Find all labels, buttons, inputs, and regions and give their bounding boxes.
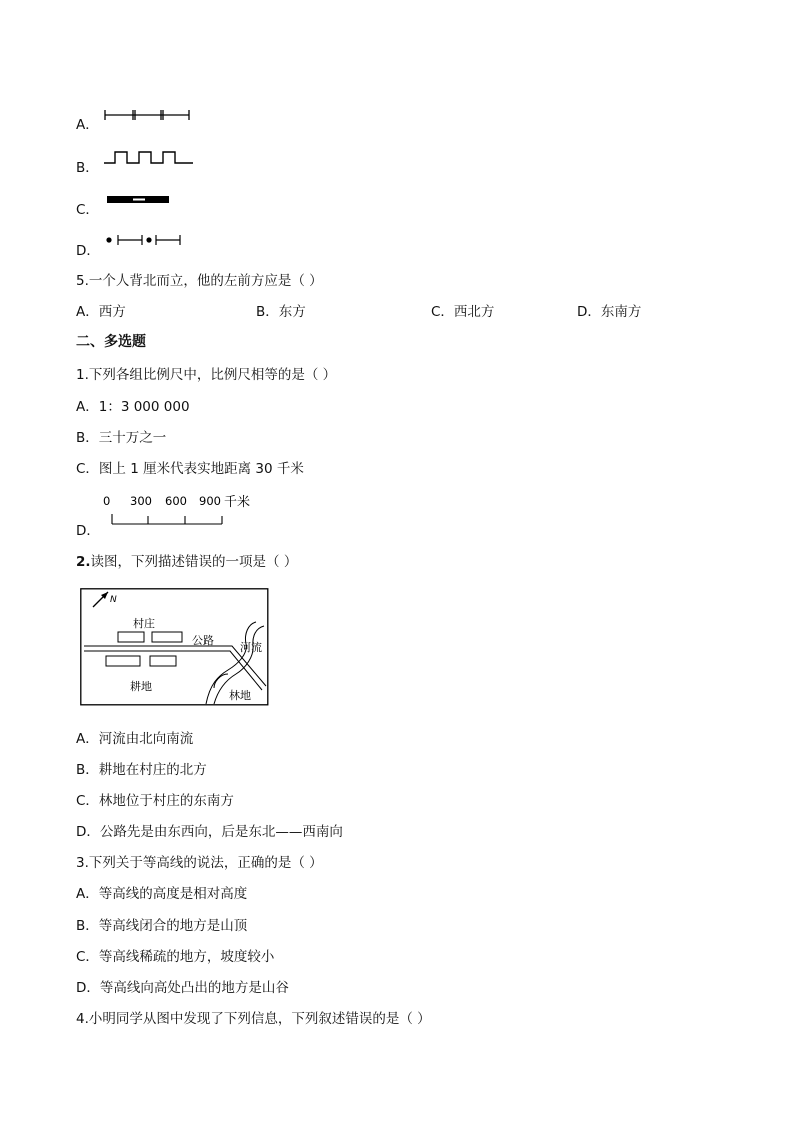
q4-option-a-label: A． [76, 117, 99, 133]
scale-label-unit: 千米 [224, 495, 251, 510]
m1-option-b[interactable]: B．三十万之一 [76, 430, 167, 446]
scale-bar-c-figure [106, 193, 172, 207]
m2-map-figure [80, 588, 270, 708]
m1-option-a[interactable]: A．1：3 000 000 [76, 399, 190, 415]
scale-bar-a-figure [104, 107, 194, 123]
m1-stem: 1.下列各组比例尺中，比例尺相等的是（ ） [76, 367, 337, 383]
scale-bar-d-figure [104, 231, 184, 249]
farmland-label: 耕地 [130, 680, 152, 693]
q4-option-d-label: D． [76, 243, 100, 259]
m3-stem: 3.下列关于等高线的说法，正确的是（ ） [76, 855, 323, 871]
river-label: 河流 [240, 641, 262, 654]
scale-bar-b-figure [103, 148, 195, 168]
scale-label-0: 0 [103, 494, 111, 508]
q5-stem: 5.一个人背北而立，他的左前方应是（ ） [76, 273, 323, 289]
m2-stem: 2.读图，下列描述错误的一项是（ ） [76, 554, 298, 570]
q5-option-a[interactable]: A．西方 [76, 304, 126, 320]
q5-option-c[interactable]: C．西北方 [431, 304, 495, 320]
q4-option-c-label: C． [76, 202, 99, 218]
m2-option-b[interactable]: B．耕地在村庄的北方 [76, 762, 207, 778]
scale-label-600: 600 [165, 494, 187, 508]
m1-option-d[interactable]: D． [76, 523, 100, 539]
m1-option-c[interactable]: C．图上 1 厘米代表实地距离 30 千米 [76, 461, 304, 477]
q5-option-b[interactable]: B．东方 [256, 304, 306, 320]
m2-option-a[interactable]: A．河流由北向南流 [76, 731, 194, 747]
m3-option-d[interactable]: D．等高线向高处凸出的地方是山谷 [76, 980, 289, 996]
village-label: 村庄 [133, 617, 155, 630]
m2-option-d[interactable]: D．公路先是由东西向，后是东北——西南向 [76, 824, 343, 840]
scale-label-300: 300 [130, 494, 152, 508]
section-heading: 二、多选题 [76, 334, 146, 350]
q5-option-d[interactable]: D．东南方 [577, 304, 642, 320]
m3-option-c[interactable]: C．等高线稀疏的地方，坡度较小 [76, 949, 275, 965]
m3-option-b[interactable]: B．等高线闭合的地方是山顶 [76, 918, 248, 934]
m1-scale-figure [100, 492, 260, 530]
scale-label-900: 900 [199, 494, 221, 508]
q4-option-b-label: B． [76, 160, 99, 176]
m4-stem: 4.小明同学从图中发现了下列信息，下列叙述错误的是（ ） [76, 1011, 431, 1027]
road-label: 公路 [192, 634, 214, 647]
forest-label: 林地 [229, 689, 251, 702]
north-label: N [110, 595, 117, 605]
m2-option-c[interactable]: C．林地位于村庄的东南方 [76, 793, 234, 809]
m3-option-a[interactable]: A．等高线的高度是相对高度 [76, 886, 248, 902]
